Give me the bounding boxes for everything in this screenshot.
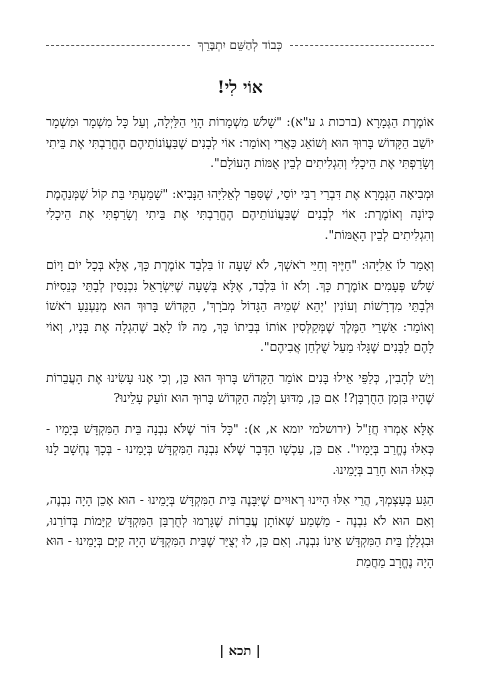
paragraph: וּמְבִיאָה הַגְּמָרָא אֶת דִּבְרֵי רַבִּי יוֹסֵי, שֶׁסִּפֵּר לְאֵלִיָּהוּ הַנָּבִיא: "שָׁמַעְתִּי בַּת קוֹל שֶׁמְּנַהֶמֶת כְּיוֹנָה וְאוֹמֶרֶת: אוֹי לְבָנִים שֶׁבַּעֲוֹנוֹתֵיהֶם הֶחֱרַבְתִּי אֶת בֵּיתִי וְשָׂרַפְתִּי אֶת הֵיכָלִי וְהִגְלִיתִים לְבֵין הָאֻמּוֹת". [46, 186, 434, 242]
paragraph: וְיֵשׁ לְהָבִין, כְּלַפֵּי אֵילוּ בָּנִים אוֹמֵר הַקָּדוֹשׁ בָּרוּךְ הוּא כֵּן, וְכִי אָנוּ עָשִׂינוּ אֶת הָעֲבֵרוֹת שֶׁהָיוּ בִּזְמַן הַחֻרְבָּן?! אִם כֵּן, מַדּוּעַ וְלָמָּה הַקָּדוֹשׁ בָּרוּךְ הוּא זוֹעֵק עָלֵינוּ? [46, 370, 434, 405]
paragraph: אוֹמֶרֶת הַגְּמָרָא (ברכות ג ע"א): "שָׁלֹשׁ מִשְׁמָרוֹת הָוֵי הַלַּיְלָה, וְעַל כָּל מִשְׁמָר וּמִשְׁמָר יוֹשֵׁב הַקָּדוֹשׁ בָּרוּךְ הוּא וְשׁוֹאֵג כַּאֲרִי וְאוֹמֵר: אוֹי לְבָנִים שֶׁבַּעֲוֹנוֹתֵיהֶם הֶחֱרַבְתִּי אֶת בֵּיתִי וְשָׂרַפְתִּי אֶת הֵיכָלִי וְהִגְלִיתִים לְבֵין אֻמּוֹת הָעוֹלָם". [46, 115, 434, 170]
running-header [46, 38, 434, 53]
running-title: כְּבוֹד לְהַשֵּׁם יִתְבָּרֵךְ [197, 38, 283, 52]
header-rule-left [46, 45, 190, 46]
page-number: | תכא | [219, 644, 261, 659]
article-title: אוֹי לִי! [217, 78, 263, 98]
article-body [46, 112, 434, 582]
header-rule-right [290, 45, 434, 46]
paragraph: הַגַּע בְּעַצְמְךָ, הֲרֵי אִלּוּ הָיִינוּ רְאוּיִים שֶׁיִּבָּנֶה בֵּית הַמִּקְדָּשׁ בְּיָמֵינוּ - הוּא אָכֵן הָיָה נִבְנֶה, וְאִם הוּא לֹא נִבְנֶה - מַשְׁמַע שֶׁאוֹתָן עֲבֵרוֹת שֶׁגָּרְמוּ לְחֻרְבַּן הַמִּקְדָּשׁ קַיָּמוֹת בְּדוֹרֵנוּ, וּבִגְלָלָן בֵּית הַמִּקְדָּשׁ אֵינוֹ נִבְנֶה. וְאִם כֵּן, לוּ יְצֻיַּר שֶׁבֵּית הַמִּקְדָּשׁ הָיָה קַיָּם בְּיָמֵינוּ - הוּא הָיָה נֶחֱרָב מֵחֲמַת [46, 493, 434, 569]
paragraph: אֶלָּא אָמְרוּ חֲזַ"ל (ירושלמי יומא א, א): "כָּל דּוֹר שֶׁלֹּא נִבְנָה בֵּית הַמִּקְדָּשׁ בְּיָמָיו - כְּאִלּוּ נֶחֱרַב בְּיָמָיו". אִם כֵּן, עַכְשָׁו הַדָּבָר שֶׁלֹּא נִבְנָה הַמִּקְדָּשׁ בְּיָמֵינוּ - בְּכָךְ נֶחְשָׁב לָנוּ כְּאִלּוּ הוּא חָרֵב בְּיָמֵינוּ. [46, 421, 434, 477]
paragraph: וְאָמַר לוֹ אֵלִיָּהוּ: "חַיֶּיךָ וְחַיֵּי רֹאשְׁךָ, לֹא שָׁעָה זוֹ בִּלְבַד אוֹמֶרֶת כָּךְ, אֶלָּא בְּכָל יוֹם וָיוֹם שָׁלֹשׁ פְּעָמִים אוֹמֶרֶת כָּךְ. וְלֹא זוֹ בִּלְבַד, אֶלָּא בְּשָׁעָה שֶׁיִּשְׂרָאֵל נִכְנָסִין לְבָתֵּי כְּנֵסִיּוֹת וּלְבָתֵּי מִדְרָשׁוֹת וְעוֹנִין 'יְהֵא שְׁמֵיהּ הַגָּדוֹל מְבֹרָךְ', הַקָּדוֹשׁ בָּרוּךְ הוּא מְנַעְנֵעַ רֹאשׁוֹ וְאוֹמֵר: אַשְׁרֵי הַמֶּלֶךְ שֶׁמְּקַלְּסִין אוֹתוֹ בְּבֵיתוֹ כָּךְ, מַה לּוֹ לָאָב שֶׁהִגְלָה אֶת בָּנָיו, וְאוֹי לָהֶם לַבָּנִים שֶׁגָּלוּ מֵעַל שֻׁלְחַן אֲבִיהֶם". [46, 258, 434, 354]
